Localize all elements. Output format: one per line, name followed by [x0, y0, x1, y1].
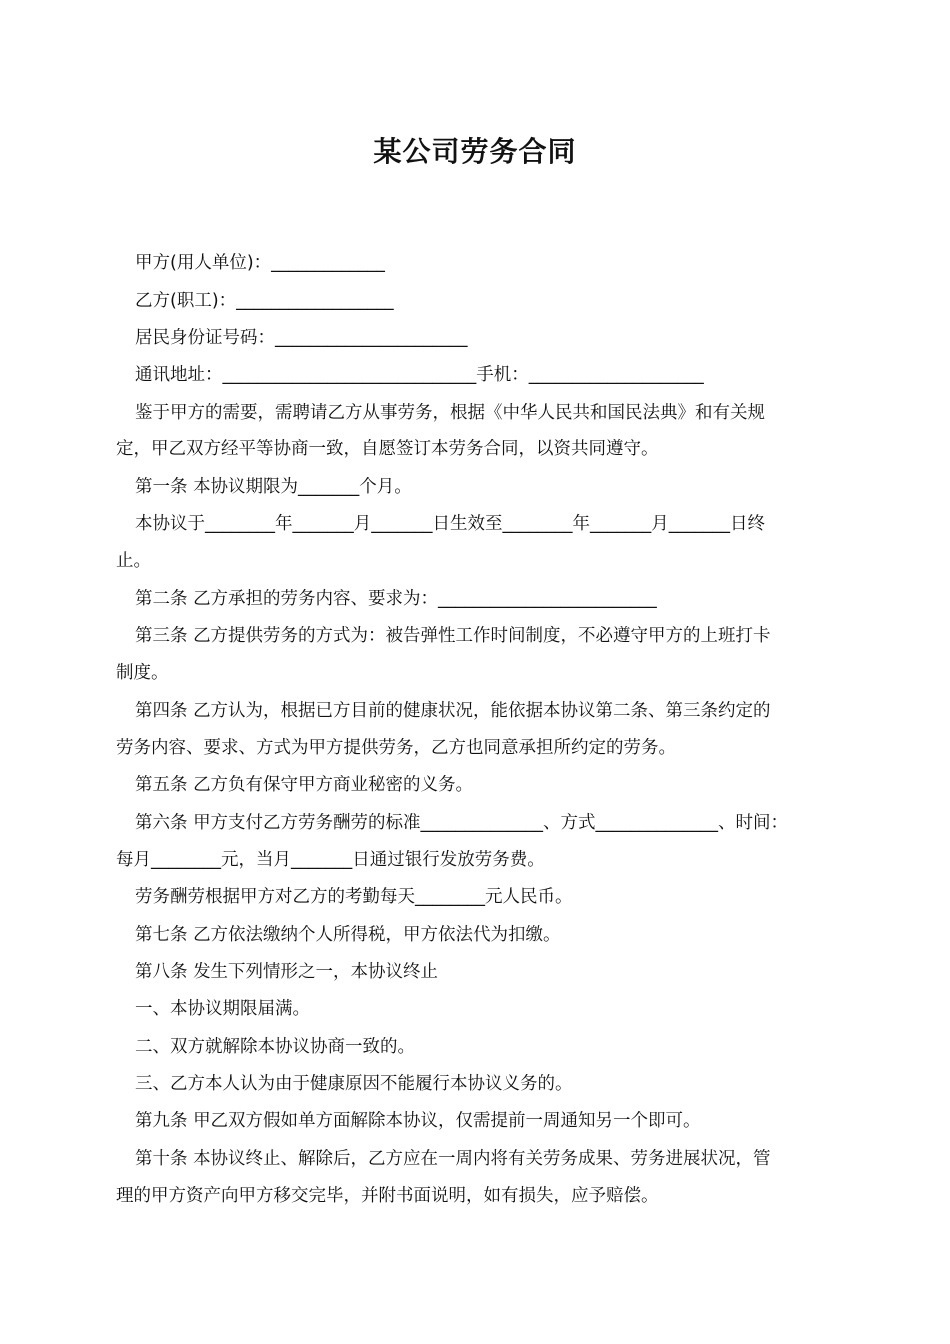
article-1-line: 第一条 本协议期限为_______个月。: [135, 477, 412, 497]
termination-item-3: 三、乙方本人认为由于健康原因不能履行本协议义务的。: [135, 1074, 573, 1094]
effective-date-line-2: 止。: [116, 551, 151, 571]
article-3-line-2: 制度。: [116, 663, 169, 683]
effective-date-line-1: 本协议于________年_______月_______日生效至________年_______月_______日终: [135, 514, 765, 534]
daily-pay-line: 劳务酬劳根据甲方对乙方的考勤每天________元人民币。: [135, 887, 573, 907]
article-4-line-2: 劳务内容、要求、方式为甲方提供劳务，乙方也同意承担所约定的劳务。: [116, 738, 676, 758]
article-10-line-2: 理的甲方资产向甲方移交完毕，并附书面说明，如有损失，应予赔偿。: [116, 1186, 659, 1206]
article-4-line-1: 第四条 乙方认为，根据已方目前的健康状况，能依据本协议第二条、第三条约定的: [135, 701, 771, 721]
party-a-line: 甲方(用人单位)：_____________: [135, 253, 385, 273]
id-number-line: 居民身份证号码：______________________: [135, 328, 468, 348]
address-line: 通讯地址：_____________________________手机：____________________: [135, 365, 704, 385]
article-6-line-1: 第六条 甲方支付乙方劳务酬劳的标准______________、方式______________、时间：: [135, 813, 789, 833]
document-title: 某公司劳务合同: [373, 135, 577, 168]
preamble-line-1: 鉴于甲方的需要，需聘请乙方从事劳务，根据《中华人民共和国民法典》和有关规: [135, 403, 765, 423]
termination-item-1: 一、本协议期限届满。: [135, 999, 310, 1019]
article-7-line: 第七条 乙方依法缴纳个人所得税，甲方依法代为扣缴。: [135, 925, 561, 945]
article-6-line-2: 每月________元，当月_______日通过银行发放劳务费。: [116, 850, 545, 870]
article-9-line: 第九条 甲乙双方假如单方面解除本协议，仅需提前一周通知另一个即可。: [135, 1111, 701, 1131]
preamble-line-2: 定，甲乙双方经平等协商一致，自愿签订本劳务合同，以资共同遵守。: [116, 439, 659, 459]
article-2-line: 第二条 乙方承担的劳务内容、要求为：_________________________: [135, 589, 657, 609]
article-5-line: 第五条 乙方负有保守甲方商业秘密的义务。: [135, 775, 474, 795]
party-b-line: 乙方(职工)：__________________: [135, 291, 394, 311]
article-3-line-1: 第三条 乙方提供劳务的方式为：被告弹性工作时间制度，不必遵守甲方的上班打卡: [135, 626, 771, 646]
article-8-line: 第八条 发生下列情形之一，本协议终止: [135, 962, 439, 982]
termination-item-2: 二、双方就解除本协议协商一致的。: [135, 1037, 415, 1057]
article-10-line-1: 第十条 本协议终止、解除后，乙方应在一周内将有关劳务成果、劳务进展状况，管: [135, 1149, 771, 1169]
